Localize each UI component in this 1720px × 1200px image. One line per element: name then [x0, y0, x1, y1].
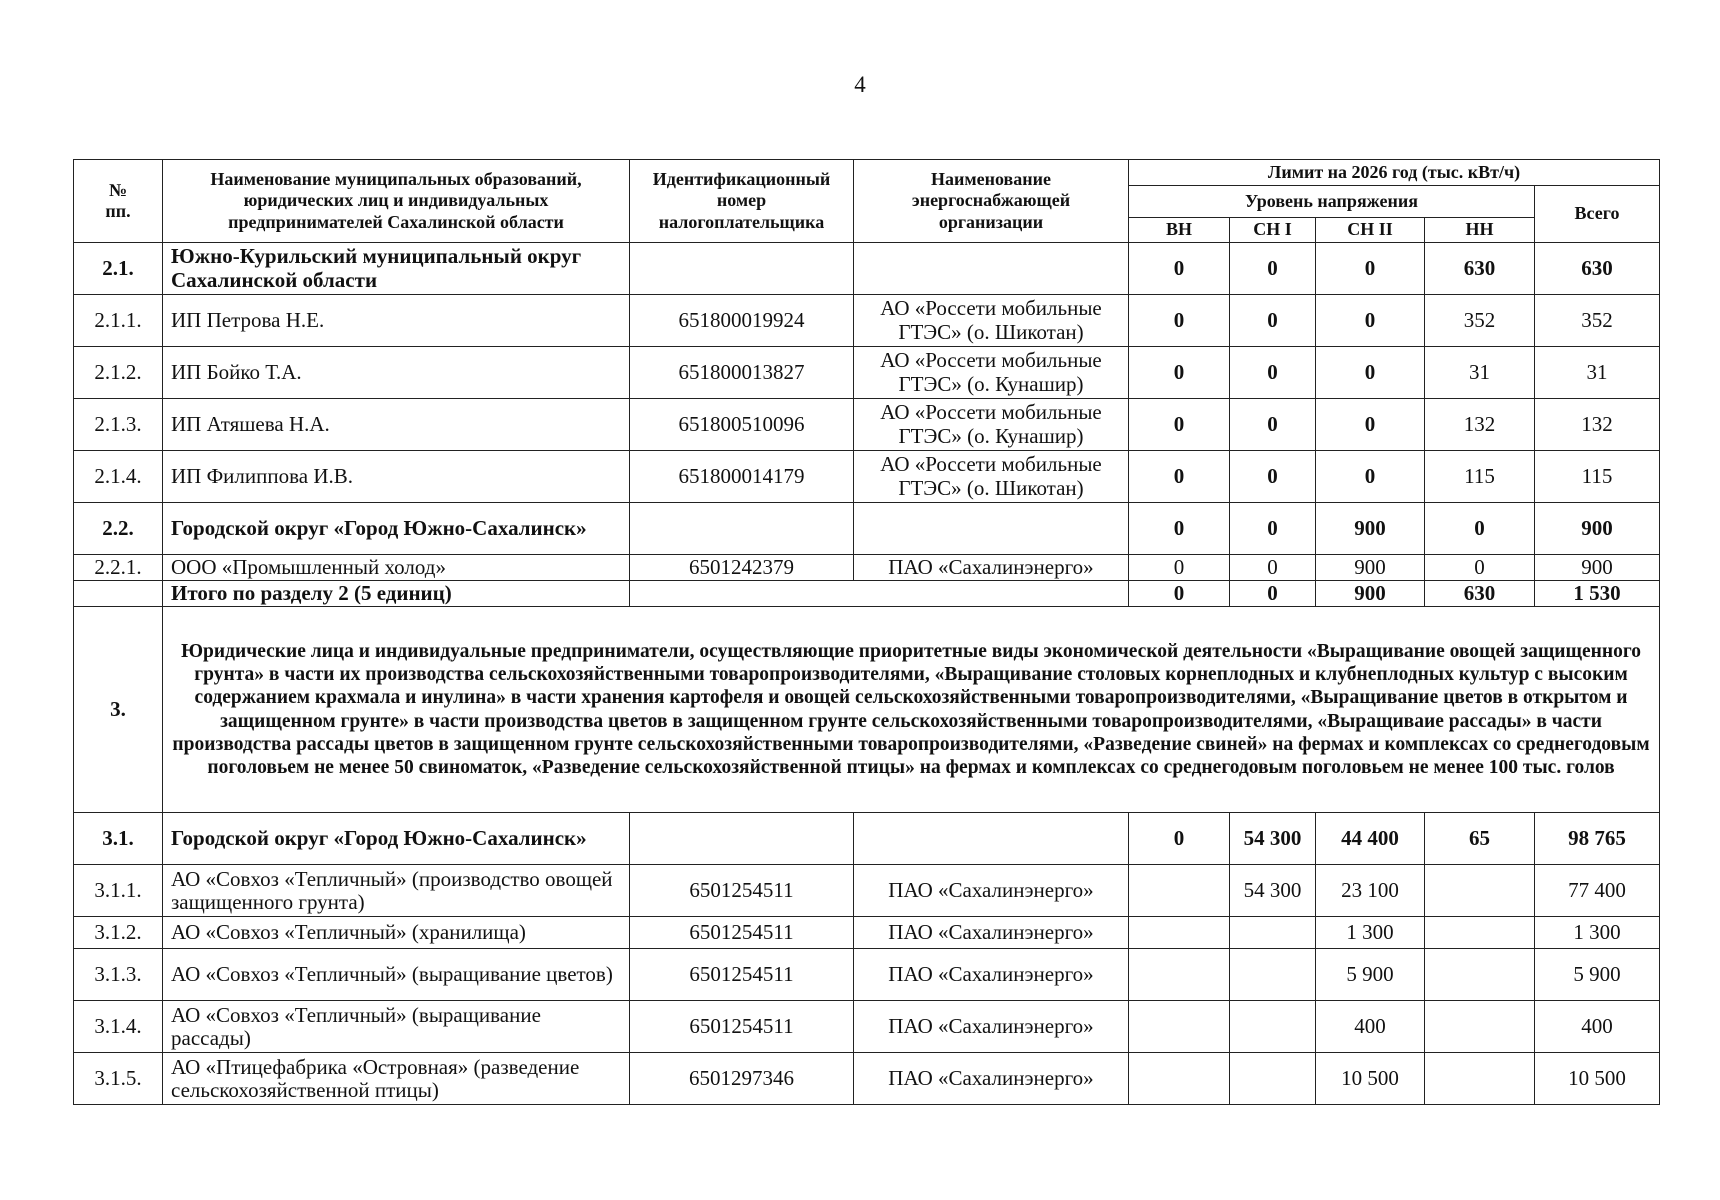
row-name: АО «Совхоз «Тепличный» (производство овощей защищенного грунта) — [163, 865, 630, 917]
row-name: АО «Совхоз «Тепличный» (выращивание рассады) — [163, 1001, 630, 1053]
row-sn2: 0 — [1316, 451, 1425, 503]
row-sn1 — [1230, 1001, 1316, 1053]
row-supplier: АО «Россети мобильные ГТЭС» (о. Кунашир) — [854, 399, 1129, 451]
table-row — [74, 1053, 1660, 1105]
row-vn — [1129, 1053, 1230, 1105]
row-vn: 0 — [1129, 399, 1230, 451]
row-supplier: ПАО «Сахалинэнерго» — [854, 1001, 1129, 1053]
table-row — [74, 865, 1660, 917]
row-name: АО «Совхоз «Тепличный» (хранилища) — [163, 917, 630, 949]
section-num: 3. — [74, 607, 163, 813]
row-sn1 — [1230, 949, 1316, 1001]
row-total: 1 530 — [1535, 581, 1660, 607]
row-supplier — [854, 813, 1129, 865]
row-sn1: 0 — [1230, 347, 1316, 399]
row-empty — [630, 581, 1129, 607]
row-supplier: АО «Россети мобильные ГТЭС» (о. Шикотан) — [854, 295, 1129, 347]
row-supplier: ПАО «Сахалинэнерго» — [854, 949, 1129, 1001]
header-inn: Идентификационный номер налогоплательщика — [630, 160, 854, 243]
row-nn: 630 — [1425, 581, 1535, 607]
row-inn — [630, 243, 854, 295]
table-row — [74, 555, 1660, 581]
page-number: 4 — [854, 72, 866, 97]
row-sn1 — [1230, 917, 1316, 949]
table-row — [74, 347, 1660, 399]
row-total: 115 — [1535, 451, 1660, 503]
row-inn: 6501254511 — [630, 865, 854, 917]
row-total: 77 400 — [1535, 865, 1660, 917]
row-name: Городской округ «Город Южно-Сахалинск» — [163, 813, 630, 865]
row-num: 2.1.3. — [74, 399, 163, 451]
row-name: ИП Петрова Н.Е. — [163, 295, 630, 347]
row-inn: 6501242379 — [630, 555, 854, 581]
row-nn: 630 — [1425, 243, 1535, 295]
row-sn1: 0 — [1230, 295, 1316, 347]
row-vn: 0 — [1129, 581, 1230, 607]
row-name: АО «Совхоз «Тепличный» (выращивание цветов) — [163, 949, 630, 1001]
row-vn — [1129, 865, 1230, 917]
row-total: 900 — [1535, 555, 1660, 581]
row-nn: 115 — [1425, 451, 1535, 503]
row-nn: 31 — [1425, 347, 1535, 399]
group-row — [74, 813, 1660, 865]
row-total: 630 — [1535, 243, 1660, 295]
row-num: 3.1.5. — [74, 1053, 163, 1105]
header-total: Всего — [1535, 186, 1660, 243]
row-sn2: 23 100 — [1316, 865, 1425, 917]
row-name: ИП Атяшева Н.А. — [163, 399, 630, 451]
table-row — [74, 295, 1660, 347]
row-vn — [1129, 949, 1230, 1001]
row-sn2: 0 — [1316, 243, 1425, 295]
row-num: 3.1. — [74, 813, 163, 865]
row-nn — [1425, 1053, 1535, 1105]
row-name: Южно-Курильский муниципальный округ Сахалинской области — [163, 243, 630, 295]
row-nn — [1425, 949, 1535, 1001]
row-sn2: 400 — [1316, 1001, 1425, 1053]
row-nn — [1425, 1001, 1535, 1053]
header-sn2: СН II — [1316, 218, 1425, 243]
row-num: 3.1.1. — [74, 865, 163, 917]
row-supplier — [854, 243, 1129, 295]
section-description: Юридические лица и индивидуальные предприниматели, осуществляющие приоритетные виды экономической деятельности «Выращивание овощей защищенного грунта» в части их производства сельскохозяйственными товаропроизводителями, «Выращивание столовых корнеплодных и клубнеплодных культур с высоким содержанием крахмала и инулина» в части хранения картофеля и овощей сельскохозяйственными товаропроизводителями, «Выращивание цветов в открытом и защищенном грунте» в части производства цветов в защищенном грунте сельскохозяйственными товаропроизводителями, «Выращиваие рассады» в части производства рассады цветов в защищенном грунте сельскохозяйственными товаропроизводителями, «Разведение свиней» на фермах и комплексах со среднегодовым поголовьем не менее 50 свиноматок, «Разведение сельскохозяйственной птицы» на фермах и комплексах со среднегодовым поголовьем не менее 100 тыс. голов — [163, 607, 1660, 813]
row-total: 31 — [1535, 347, 1660, 399]
header-limit: Лимит на 2026 год (тыс. кВт/ч) — [1129, 160, 1660, 186]
row-inn — [630, 813, 854, 865]
row-sn1: 0 — [1230, 451, 1316, 503]
row-vn: 0 — [1129, 243, 1230, 295]
row-sn2: 900 — [1316, 503, 1425, 555]
table-row — [74, 451, 1660, 503]
row-sn1: 0 — [1230, 399, 1316, 451]
row-num: 2.1. — [74, 243, 163, 295]
row-sn2: 0 — [1316, 295, 1425, 347]
row-inn: 6501254511 — [630, 917, 854, 949]
row-sn2: 5 900 — [1316, 949, 1425, 1001]
row-inn: 651800014179 — [630, 451, 854, 503]
row-vn: 0 — [1129, 503, 1230, 555]
row-sn1: 54 300 — [1230, 865, 1316, 917]
row-inn: 6501254511 — [630, 949, 854, 1001]
row-supplier: АО «Россети мобильные ГТЭС» (о. Шикотан) — [854, 451, 1129, 503]
row-nn: 0 — [1425, 555, 1535, 581]
row-num: 2.1.1. — [74, 295, 163, 347]
row-total: 400 — [1535, 1001, 1660, 1053]
header-vn: ВН — [1129, 218, 1230, 243]
row-inn — [630, 503, 854, 555]
limits-table — [73, 159, 1660, 1105]
row-sn2: 0 — [1316, 399, 1425, 451]
row-nn: 352 — [1425, 295, 1535, 347]
row-sn2: 44 400 — [1316, 813, 1425, 865]
row-name: ИП Бойко Т.А. — [163, 347, 630, 399]
row-inn: 651800510096 — [630, 399, 854, 451]
row-sn1: 0 — [1230, 503, 1316, 555]
row-nn — [1425, 917, 1535, 949]
row-num: 2.1.2. — [74, 347, 163, 399]
row-vn — [1129, 917, 1230, 949]
group-row — [74, 243, 1660, 295]
row-vn: 0 — [1129, 555, 1230, 581]
row-total: 900 — [1535, 503, 1660, 555]
header-name: Наименование муниципальных образований, юридических лиц и индивидуальных предпринимателей Сахалинской области — [163, 160, 630, 243]
row-supplier — [854, 503, 1129, 555]
row-total: 98 765 — [1535, 813, 1660, 865]
row-supplier: ПАО «Сахалинэнерго» — [854, 1053, 1129, 1105]
row-sn2: 0 — [1316, 347, 1425, 399]
row-sn1: 0 — [1230, 581, 1316, 607]
header-num: № пп. — [74, 160, 163, 243]
row-vn: 0 — [1129, 813, 1230, 865]
row-supplier: ПАО «Сахалинэнерго» — [854, 865, 1129, 917]
row-num: 2.2.1. — [74, 555, 163, 581]
row-sn2: 10 500 — [1316, 1053, 1425, 1105]
row-inn: 6501254511 — [630, 1001, 854, 1053]
row-nn: 0 — [1425, 503, 1535, 555]
row-sn1 — [1230, 1053, 1316, 1105]
row-sn1: 0 — [1230, 243, 1316, 295]
row-supplier: ПАО «Сахалинэнерго» — [854, 917, 1129, 949]
row-sn1: 54 300 — [1230, 813, 1316, 865]
row-total: 1 300 — [1535, 917, 1660, 949]
row-nn — [1425, 865, 1535, 917]
row-num — [74, 581, 163, 607]
header-sn1: СН I — [1230, 218, 1316, 243]
row-sn2: 1 300 — [1316, 917, 1425, 949]
row-num: 3.1.2. — [74, 917, 163, 949]
row-supplier: АО «Россети мобильные ГТЭС» (о. Кунашир) — [854, 347, 1129, 399]
row-sn1: 0 — [1230, 555, 1316, 581]
row-name: Итого по разделу 2 (5 единиц) — [163, 581, 630, 607]
table-row — [74, 399, 1660, 451]
row-vn: 0 — [1129, 451, 1230, 503]
row-num: 3.1.3. — [74, 949, 163, 1001]
header-nn: НН — [1425, 218, 1535, 243]
row-nn: 65 — [1425, 813, 1535, 865]
row-inn: 6501297346 — [630, 1053, 854, 1105]
row-nn: 132 — [1425, 399, 1535, 451]
row-num: 3.1.4. — [74, 1001, 163, 1053]
row-vn: 0 — [1129, 295, 1230, 347]
row-total: 352 — [1535, 295, 1660, 347]
row-vn — [1129, 1001, 1230, 1053]
table-row — [74, 949, 1660, 1001]
header-voltage-level: Уровень напряжения — [1129, 186, 1535, 218]
group-row — [74, 503, 1660, 555]
row-supplier: ПАО «Сахалинэнерго» — [854, 555, 1129, 581]
row-total: 132 — [1535, 399, 1660, 451]
row-name: ИП Филиппова И.В. — [163, 451, 630, 503]
header-supplier: Наименование энергоснабжающей организации — [854, 160, 1129, 243]
row-inn: 651800013827 — [630, 347, 854, 399]
table-row — [74, 917, 1660, 949]
row-inn: 651800019924 — [630, 295, 854, 347]
row-num: 2.2. — [74, 503, 163, 555]
section-heading-row — [74, 607, 1660, 813]
row-name: ООО «Промышленный холод» — [163, 555, 630, 581]
row-sn2: 900 — [1316, 581, 1425, 607]
row-name: Городской округ «Город Южно-Сахалинск» — [163, 503, 630, 555]
row-name: АО «Птицефабрика «Островная» (разведение сельскохозяйственной птицы) — [163, 1053, 630, 1105]
row-sn2: 900 — [1316, 555, 1425, 581]
row-vn: 0 — [1129, 347, 1230, 399]
row-num: 2.1.4. — [74, 451, 163, 503]
section-total-row — [74, 581, 1660, 607]
row-total: 10 500 — [1535, 1053, 1660, 1105]
table-row — [74, 1001, 1660, 1053]
row-total: 5 900 — [1535, 949, 1660, 1001]
